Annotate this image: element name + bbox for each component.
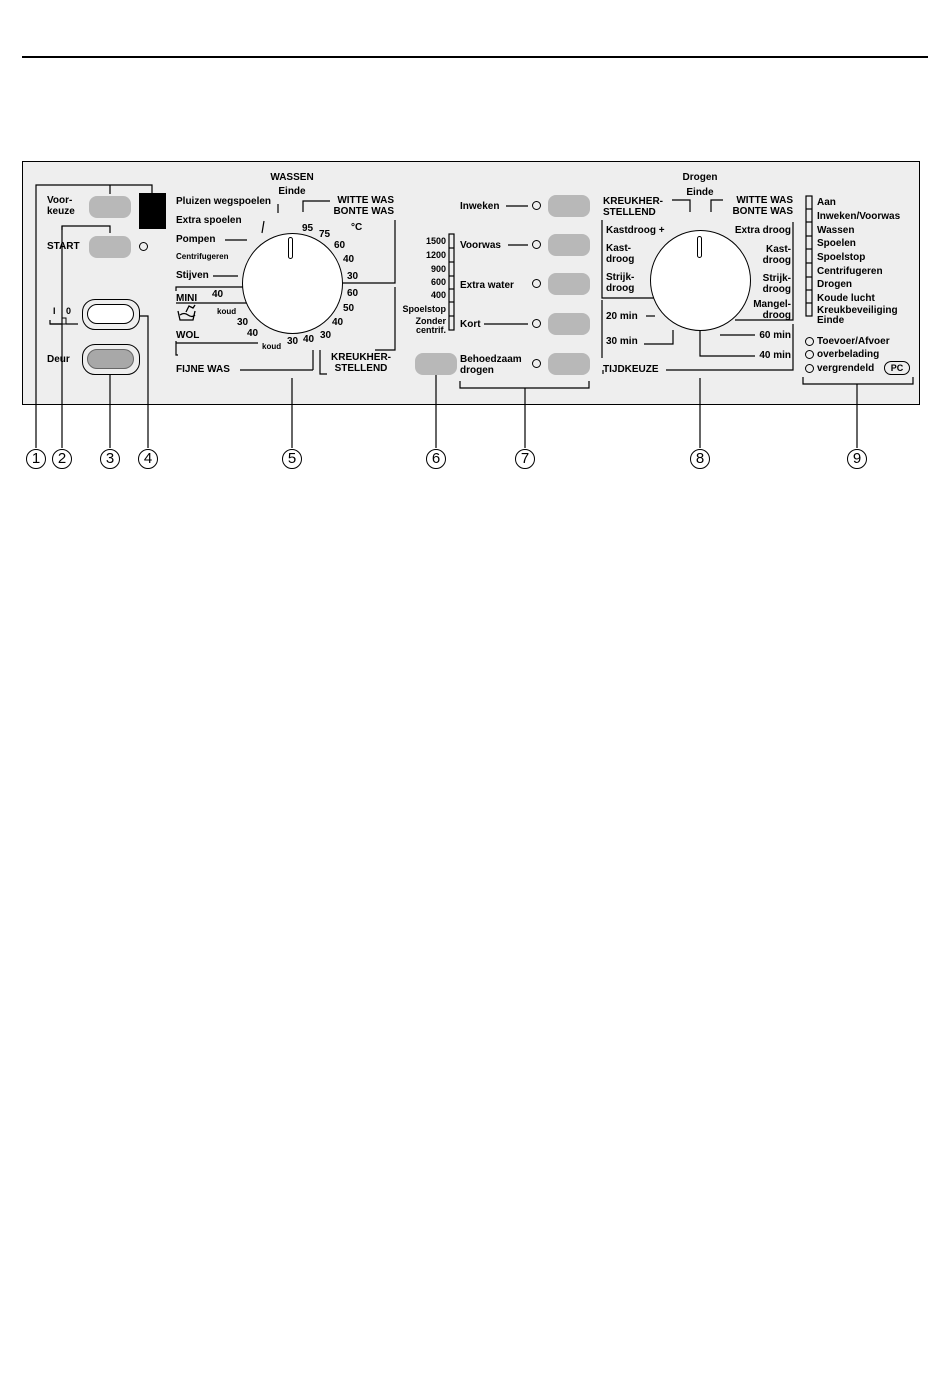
extra-water-led [532,279,541,288]
status-wassen: Wassen [817,225,855,236]
hand-30: 30 [237,317,249,328]
toevoer-led [805,337,814,346]
speed-button[interactable] [415,353,457,375]
min-30-label: 30 min [606,336,638,347]
wol-label: WOL [176,330,200,341]
speed-1500: 1500 [425,236,446,246]
kastdroog-plus-label: Kastdroog + [606,225,665,236]
drogen-einde: Einde [686,187,714,198]
overbelading-led [805,350,814,359]
callout-3: 3 [100,449,120,469]
inweken-led [532,201,541,210]
voorwas-label: Voorwas [460,240,501,251]
kastdroog-right-label: Kast- droog [762,244,791,266]
fijne-40: 40 [303,334,315,345]
status-spoelen: Spoelen [817,238,856,249]
callout-1: 1 [26,449,46,469]
mini-40: 40 [212,289,224,300]
behoedzaam-label: Behoedzaam drogen [460,354,522,376]
speed-900: 900 [430,264,446,274]
kort-label: Kort [460,319,481,330]
kreukherstellend-dry-label: KREUKHER- STELLEND [603,196,663,218]
pc-badge: PC [884,361,910,375]
kort-led [532,319,541,328]
kastdroog-left-label: Kast- droog [606,243,635,265]
deur-label: Deur [47,354,70,365]
stijven-label: Stijven [176,270,209,281]
off-symbol: 0 [66,306,72,316]
wol-40: 40 [247,328,259,339]
voorwas-led [532,240,541,249]
fijne-30: 30 [287,336,299,347]
callout-2: 2 [52,449,72,469]
status-kreukbeveiliging: Kreukbeveiliging Einde [817,305,898,326]
strijkdroog-right-label: Strijk- droog [762,273,791,295]
inweken-label: Inweken [460,201,500,212]
wassen-einde: Einde [278,186,306,197]
temp-40: 40 [343,254,355,265]
speed-spoelstop: Spoelstop [402,304,446,314]
tijdkeuze-label: TIJDKEUZE [603,364,659,375]
witte-was-dry-label: WITTE WAS BONTE WAS [732,195,793,217]
centrifugeren-label: Centrifugeren [176,252,229,261]
mini-label: MINI [176,293,198,304]
extra-spoelen-label: Extra spoelen [176,215,242,226]
extra-droog-label: Extra droog [734,225,791,236]
mangeldroog-label: Mangel- droog [753,299,791,321]
overbelading-label: overbelading [817,349,880,360]
fijne-was-label: FIJNE WAS [176,364,230,375]
pluizen-label: Pluizen wegspoelen [176,196,272,207]
status-aan: Aan [817,197,836,208]
min-40-label: 40 min [759,350,791,361]
wassen-title: WASSEN [270,172,314,183]
speed-1200: 1200 [425,250,446,260]
min-20-label: 20 min [606,311,638,322]
voorwas-button[interactable] [548,234,590,256]
wash-dial-pointer [288,237,293,259]
callout-5: 5 [282,449,302,469]
kreukherstellend-wash-label: KREUKHER- STELLEND [331,352,391,374]
kreuk-30: 30 [320,330,332,341]
voorkeuze-label: Voor- keuze [47,195,75,217]
inweken-button[interactable] [548,195,590,217]
dry-dial-pointer [697,236,702,258]
temp-60: 60 [334,240,346,251]
strijkdroog-left-label: Strijk- droog [606,272,635,294]
bonte-40: 40 [332,317,344,328]
vergrendeld-label: vergrendeld [817,363,875,374]
witte-was-label: WITTE WAS BONTE WAS [333,195,394,217]
pompen-label: Pompen [176,234,216,245]
drogen-title: Drogen [682,172,718,183]
behoedzaam-button[interactable] [548,353,590,375]
celsius-label: °C [351,222,363,233]
koud-label-1: koud [217,307,237,316]
callout-4: 4 [138,449,158,469]
status-centrifugeren: Centrifugeren [817,266,883,277]
bonte-60: 60 [347,288,359,299]
extra-water-label: Extra water [460,280,514,291]
callout-8: 8 [690,449,710,469]
vergrendeld-led [805,364,814,373]
start-label: START [47,241,80,252]
speed-400: 400 [430,290,446,300]
toevoer-label: Toevoer/Afvoer [817,336,890,347]
kort-button[interactable] [548,313,590,335]
temp-95: 95 [302,223,314,234]
status-inweken-voorwas: Inweken/Voorwas [817,211,901,222]
callout-9: 9 [847,449,867,469]
koud-label-2: koud [262,342,282,351]
speed-600: 600 [430,277,446,287]
status-drogen: Drogen [817,279,852,290]
callout-7: 7 [515,449,535,469]
callout-6: 6 [426,449,446,469]
status-spoelstop: Spoelstop [817,252,866,263]
on-symbol: I [53,306,56,316]
min-60-label: 60 min [759,330,791,341]
temp-75: 75 [319,229,331,240]
behoedzaam-led [532,359,541,368]
status-koude-lucht: Koude lucht [817,293,875,304]
speed-zonder: Zonder centrif. [415,316,446,335]
extra-water-button[interactable] [548,273,590,295]
bonte-50: 50 [343,303,355,314]
temp-30: 30 [347,271,359,282]
